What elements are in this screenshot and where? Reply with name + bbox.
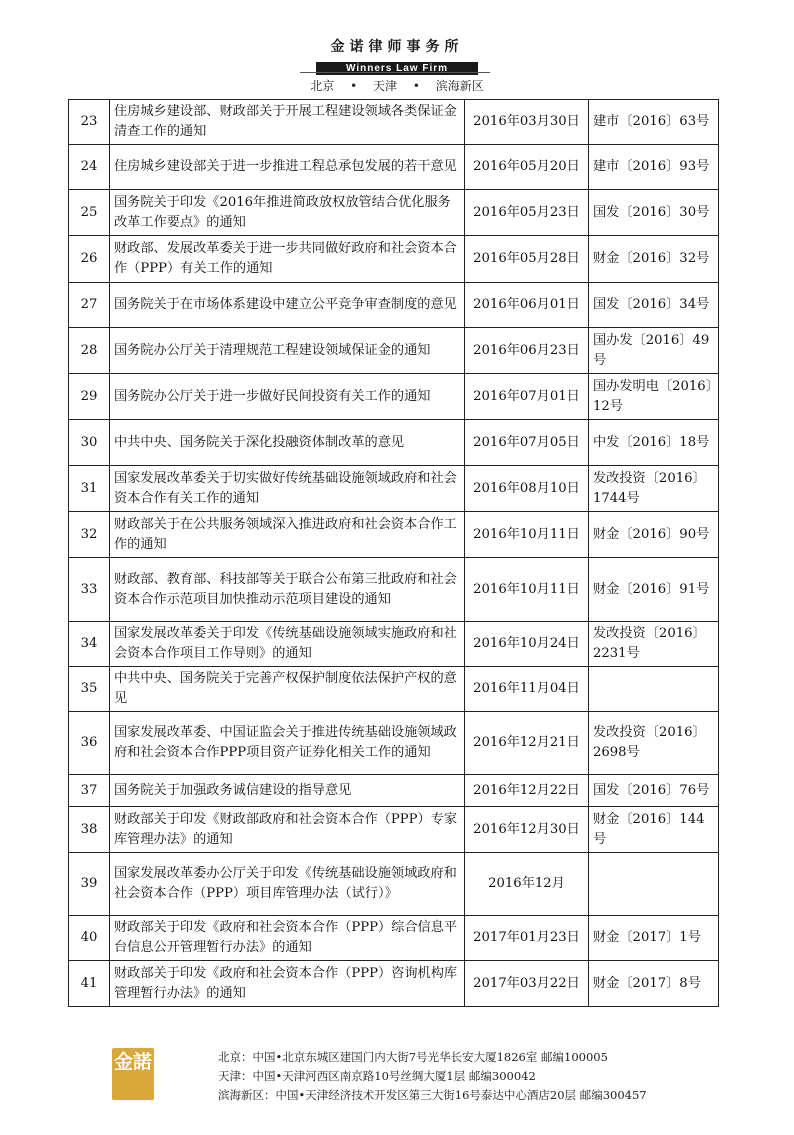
issue-date: 2017年03月22日 [465,961,589,1007]
issue-date: 2017年01月23日 [465,916,589,961]
firm-logo: 金諾 [112,1048,154,1100]
document-number: 财金〔2016〕91号 [589,558,719,622]
table-row [69,807,719,853]
document-number: 财金〔2016〕32号 [589,236,719,283]
law-title: 财政部关于印发《财政部政府和社会资本合作（PPP）专家库管理办法》的通知 [110,807,465,853]
issue-date: 2016年05月28日 [465,236,589,283]
law-title: 中共中央、国务院关于完善产权保护制度依法保护产权的意见 [110,667,465,712]
table-row [69,190,719,236]
issue-date: 2016年05月20日 [465,145,589,190]
row-number: 26 [69,236,110,283]
row-number: 41 [69,961,110,1007]
city-separator: • [412,79,420,93]
table-row [69,667,719,712]
row-number: 38 [69,807,110,853]
issue-date: 2016年10月11日 [465,558,589,622]
table-row [69,466,719,512]
table-row [69,558,719,622]
table-row [69,775,719,807]
law-title: 住房城乡建设部关于进一步推进工程总承包发展的若干意见 [110,145,465,190]
table-row [69,236,719,283]
law-title: 国务院办公厅关于清理规范工程建设领域保证金的通知 [110,328,465,374]
document-number: 财金〔2017〕8号 [589,961,719,1007]
firm-name-cn: 金诺律师事务所 [330,39,464,55]
row-number: 25 [69,190,110,236]
table-row [69,916,719,961]
table-row [69,328,719,374]
document-number: 国发〔2016〕30号 [589,190,719,236]
row-number: 31 [69,466,110,512]
law-title: 国家发展改革委办公厅关于印发《传统基础设施领域政府和社会资本合作（PPP）项目库管理办法（试行）》 [110,853,465,916]
row-number: 29 [69,374,110,420]
row-number: 40 [69,916,110,961]
table-row [69,712,719,775]
table-row [69,622,719,667]
issue-date: 2016年03月30日 [465,100,589,145]
issue-date: 2016年07月01日 [465,374,589,420]
law-title: 财政部关于印发《政府和社会资本合作（PPP）咨询机构库管理暂行办法》的通知 [110,961,465,1007]
address-beijing: 北京：中国•北京东城区建国门内大街7号光华长安大厦1826室 邮编100005 [218,1050,608,1064]
city-separator: • [350,79,358,93]
document-number: 财金〔2016〕90号 [589,512,719,558]
table-row [69,100,719,145]
issue-date: 2016年12月 [465,853,589,916]
row-number: 23 [69,100,110,145]
issue-date: 2016年11月04日 [465,667,589,712]
table-row [69,961,719,1007]
office-cities [0,77,794,94]
table-row [69,512,719,558]
table-row [69,420,719,466]
document-number: 建市〔2016〕93号 [589,145,719,190]
city-binhai: 滨海新区 [435,79,484,93]
issue-date: 2016年06月23日 [465,328,589,374]
firm-name-en: Winners Law Firm [316,62,478,75]
document-number: 财金〔2016〕144号 [589,807,719,853]
law-title: 国家发展改革委、中国证监会关于推进传统基础设施领域政府和社会资本合作PPP项目资产证券化相关工作的通知 [110,712,465,775]
address-tianjin: 天津：中国•天津河西区南京路10号丝绸大厦1层 邮编300042 [218,1069,536,1083]
document-number: 发改投资〔2016〕2698号 [589,712,719,775]
issue-date: 2016年12月22日 [465,775,589,807]
document-number: 国办发明电〔2016〕12号 [589,374,719,420]
document-number: 发改投资〔2016〕2231号 [589,622,719,667]
row-number: 33 [69,558,110,622]
address-binhai: 滨海新区：中国•天津经济技术开发区第三大街16号泰达中心酒店20层 邮编300457 [218,1088,647,1102]
document-number [589,853,719,916]
table-row [69,374,719,420]
document-number: 国发〔2016〕76号 [589,775,719,807]
city-beijing: 北京 [310,79,335,93]
row-number: 30 [69,420,110,466]
document-number: 国办发〔2016〕49号 [589,328,719,374]
document-number: 发改投资〔2016〕1744号 [589,466,719,512]
law-title: 国务院办公厅关于进一步做好民间投资有关工作的通知 [110,374,465,420]
law-title: 国务院关于在市场体系建设中建立公平竞争审查制度的意见 [110,283,465,328]
law-title: 财政部关于印发《政府和社会资本合作（PPP）综合信息平台信息公开管理暂行办法》的通知 [110,916,465,961]
table-row [69,145,719,190]
issue-date: 2016年07月05日 [465,420,589,466]
header-divider [300,72,490,73]
row-number: 39 [69,853,110,916]
row-number: 36 [69,712,110,775]
firm-header [0,36,794,75]
issue-date: 2016年12月21日 [465,712,589,775]
document-number: 建市〔2016〕63号 [589,100,719,145]
table-row [69,853,719,916]
law-title: 中共中央、国务院关于深化投融资体制改革的意见 [110,420,465,466]
law-title: 国务院关于印发《2016年推进简政放权放管结合优化服务改革工作要点》的通知 [110,190,465,236]
issue-date: 2016年08月10日 [465,466,589,512]
issue-date: 2016年05月23日 [465,190,589,236]
law-title: 财政部、发展改革委关于进一步共同做好政府和社会资本合作（PPP）有关工作的通知 [110,236,465,283]
row-number: 32 [69,512,110,558]
issue-date: 2016年10月24日 [465,622,589,667]
row-number: 37 [69,775,110,807]
document-number: 中发〔2016〕18号 [589,420,719,466]
footer-addresses [218,1048,647,1105]
issue-date: 2016年12月30日 [465,807,589,853]
law-title: 住房城乡建设部、财政部关于开展工程建设领域各类保证金清查工作的通知 [110,100,465,145]
regulations-table [68,99,719,1007]
row-number: 27 [69,283,110,328]
city-tianjin: 天津 [372,79,397,93]
document-number: 国发〔2016〕34号 [589,283,719,328]
issue-date: 2016年10月11日 [465,512,589,558]
row-number: 34 [69,622,110,667]
issue-date: 2016年06月01日 [465,283,589,328]
law-title: 国务院关于加强政务诚信建设的指导意见 [110,775,465,807]
table-row [69,283,719,328]
document-number: 财金〔2017〕1号 [589,916,719,961]
law-title: 财政部关于在公共服务领域深入推进政府和社会资本合作工作的通知 [110,512,465,558]
row-number: 28 [69,328,110,374]
law-title: 财政部、教育部、科技部等关于联合公布第三批政府和社会资本合作示范项目加快推动示范项目建设的通知 [110,558,465,622]
row-number: 24 [69,145,110,190]
row-number: 35 [69,667,110,712]
law-title: 国家发展改革委关于切实做好传统基础设施领域政府和社会资本合作有关工作的通知 [110,466,465,512]
law-title: 国家发展改革委关于印发《传统基础设施领域实施政府和社会资本合作项目工作导则》的通知 [110,622,465,667]
document-number [589,667,719,712]
